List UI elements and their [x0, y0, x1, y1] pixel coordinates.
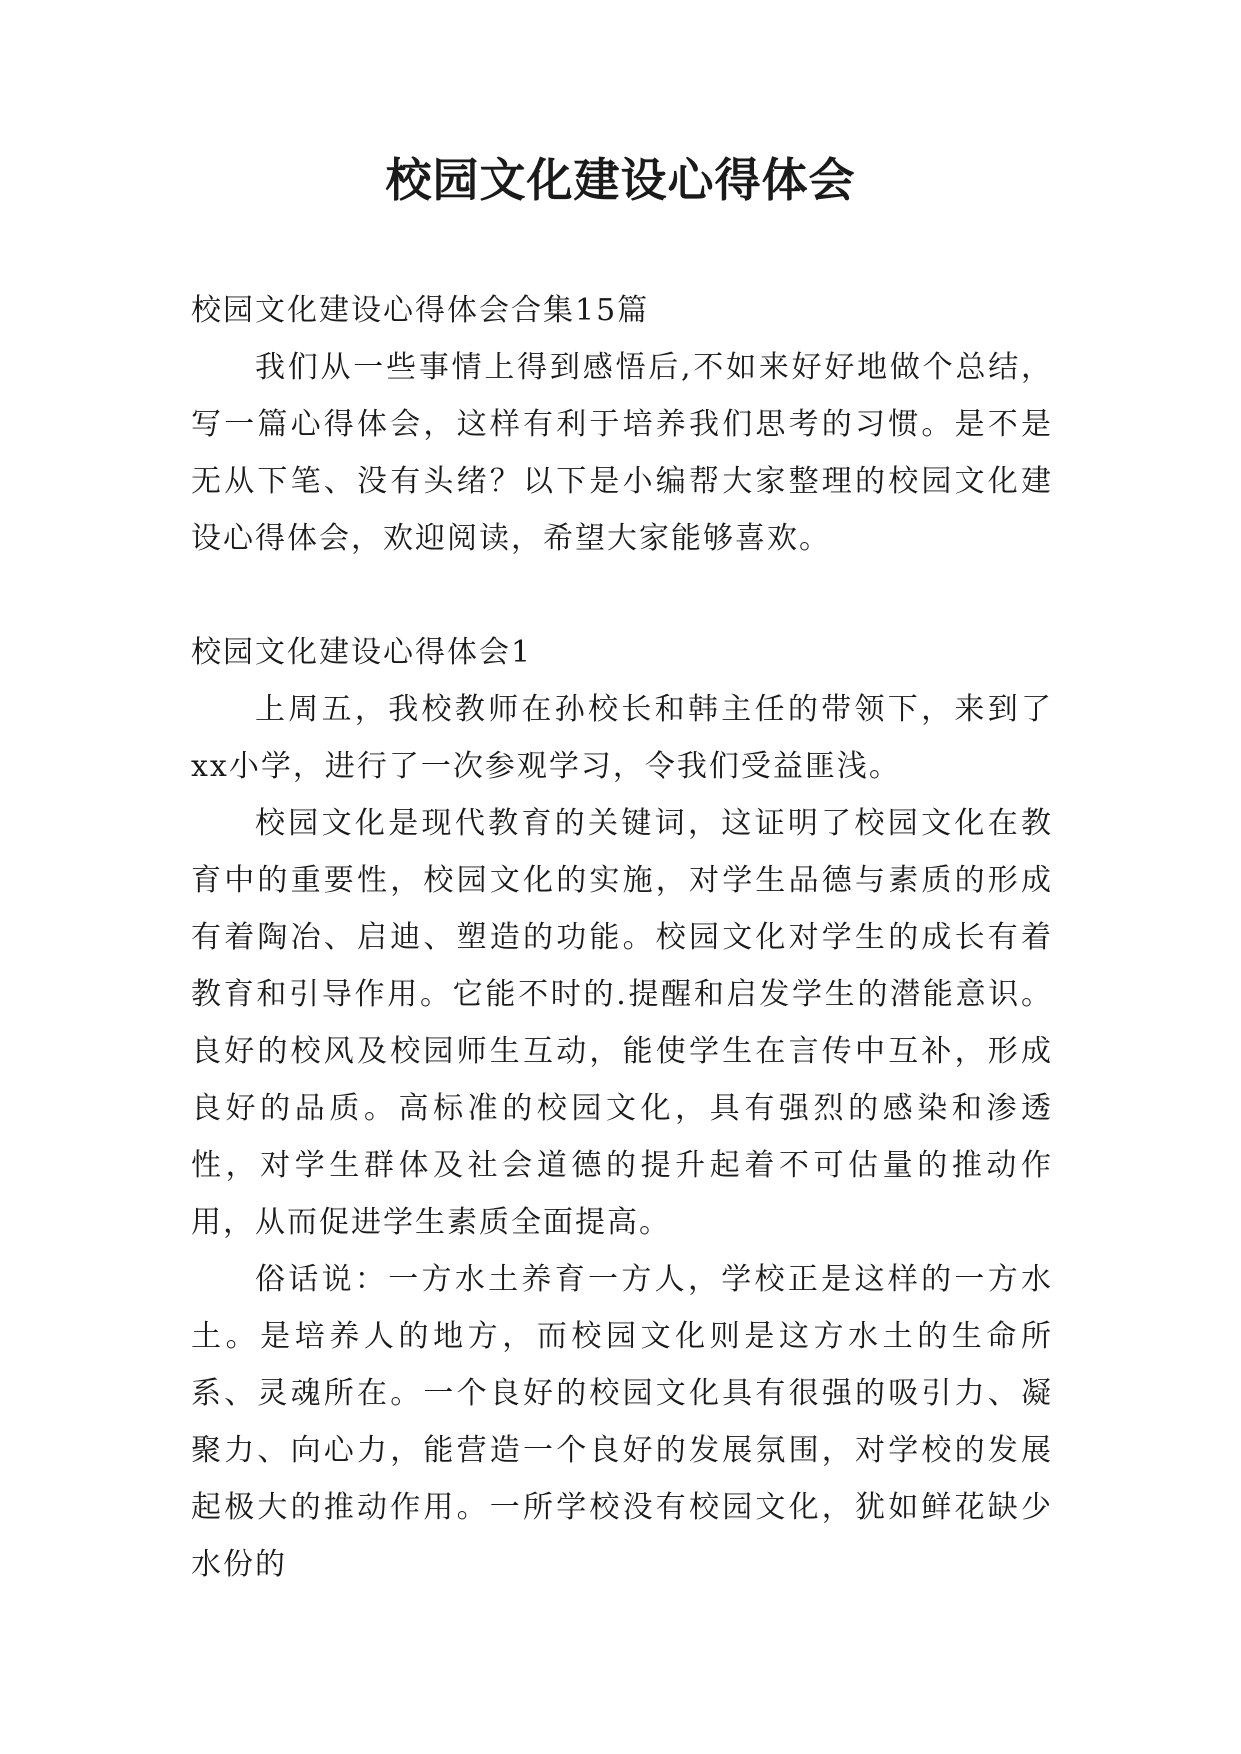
- intro-paragraph: 我们从一些事情上得到感悟后,不如来好好地做个总结，写一篇心得体会，这样有利于培养我们思考的习惯。是不是无从下笔、没有头绪？以下是小编帮大家整理的校园文化建设心得体会，欢迎阅读，希望大家能够喜欢。: [191, 350, 1053, 556]
- section-heading: 校园文化建设心得体会1: [191, 635, 533, 670]
- document-title: 校园文化建设心得体会: [385, 153, 856, 207]
- body-paragraph: 校园文化是现代教育的关键词，这证明了校园文化在教育中的重要性，校园文化的实施，对学生品德与素质的形成有着陶冶、启迪、塑造的功能。校园文化对学生的成长有着教育和引导作用。它能不时的.提醒和启发学生的潜能意识。良好的校风及校园师生互动，能使学生在言传中互补，形成良好的品质。高标准的校园文化，具有强烈的感染和渗透性，对学生群体及社会道德的提升起着不可估量的推动作用，从而促进学生素质全面提高。: [191, 806, 1053, 1240]
- document-body: [191, 282, 1053, 1593]
- section-spacer: [191, 567, 1053, 624]
- body-paragraph: 俗话说：一方水土养育一方人，学校正是这样的一方水土。是培养人的地方，而校园文化则是这方水土的生命所系、灵魂所在。一个良好的校园文化具有很强的吸引力、凝聚力、向心力，能营造一个良好的发展氛围，对学校的发展起极大的推动作用。一所学校没有校园文化，犹如鲜花缺少水份的: [191, 1262, 1053, 1582]
- body-paragraph: 上周五，我校教师在孙校长和韩主任的带领下，来到了xx小学，进行了一次参观学习，令我们受益匪浅。: [191, 692, 1053, 784]
- collection-heading: 校园文化建设心得体会合集15篇: [191, 293, 650, 328]
